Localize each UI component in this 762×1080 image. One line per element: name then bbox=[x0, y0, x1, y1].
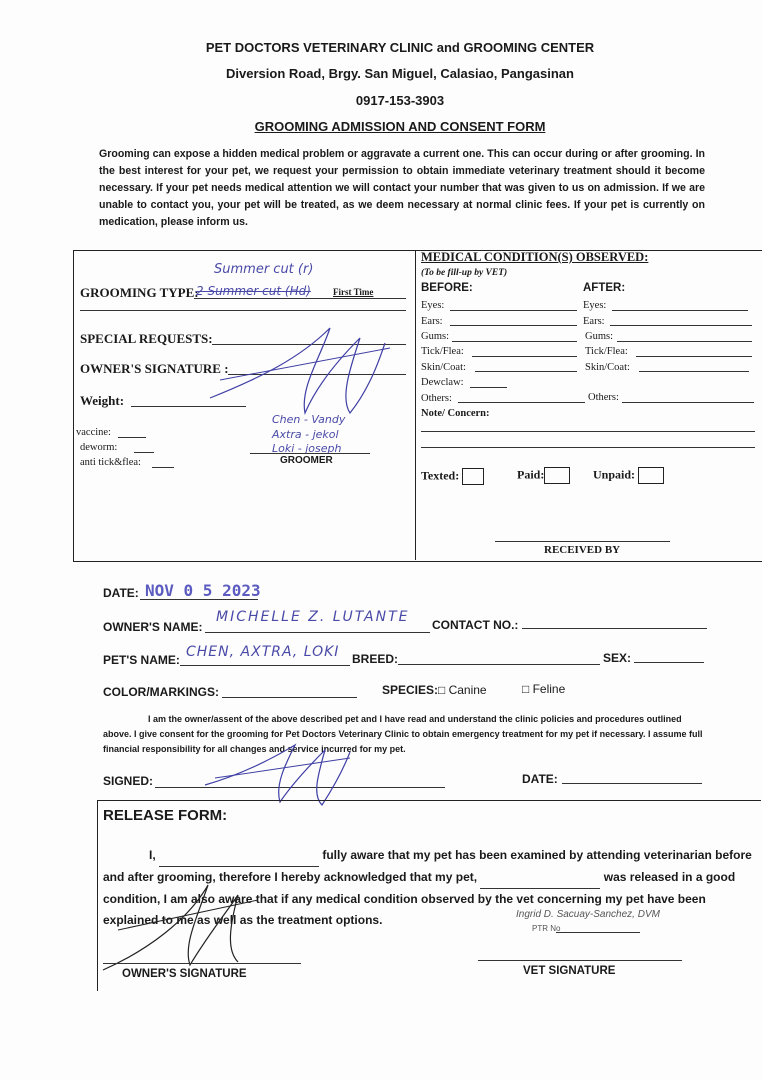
after-ears-field[interactable] bbox=[610, 325, 752, 326]
before-others-field[interactable] bbox=[458, 402, 585, 403]
after-skin-field[interactable] bbox=[639, 371, 749, 372]
received-by-label: RECEIVED BY bbox=[544, 544, 621, 556]
owner-signature-release-label: OWNER'S SIGNATURE bbox=[122, 968, 247, 980]
before-gums-label: Gums: bbox=[421, 331, 450, 342]
grooming-type-line-2 bbox=[80, 310, 406, 311]
antitick-field[interactable] bbox=[152, 467, 174, 468]
date-stamp: NOV 0 5 2023 bbox=[145, 581, 261, 600]
before-skin-field[interactable] bbox=[475, 371, 577, 372]
consent-date-label: DATE: bbox=[522, 772, 558, 786]
texted-label bbox=[421, 468, 484, 485]
received-by-line[interactable] bbox=[495, 541, 670, 542]
ptr-label: PTR No bbox=[532, 924, 561, 933]
release-pet-name-field[interactable] bbox=[480, 867, 600, 889]
before-ears-label: Ears: bbox=[421, 316, 443, 327]
groomer-note-1: Chen - Vandy bbox=[272, 413, 346, 426]
after-gums-label: Gums: bbox=[585, 331, 614, 342]
after-tick-field[interactable] bbox=[636, 356, 752, 357]
after-eyes-field[interactable] bbox=[612, 310, 748, 311]
owner-name-handwritten: MICHELLE Z. LUTANTE bbox=[216, 609, 410, 625]
consent-date-field[interactable] bbox=[562, 783, 702, 784]
release-owner-name-field[interactable] bbox=[159, 845, 319, 867]
after-others-label: Others: bbox=[588, 392, 619, 403]
vet-signature-label: VET SIGNATURE bbox=[523, 965, 616, 977]
vet-name-stamp: Ingrid D. Sacuay-Sanchez, DVM bbox=[516, 909, 660, 920]
contact-field[interactable] bbox=[522, 628, 707, 629]
date-label: DATE: bbox=[103, 586, 139, 600]
unpaid-label bbox=[593, 467, 664, 484]
before-dewclaw-field[interactable] bbox=[470, 387, 507, 388]
species-canine-option[interactable]: □ Canine bbox=[438, 683, 487, 697]
pet-name-field[interactable] bbox=[180, 665, 350, 666]
grooming-type-line[interactable] bbox=[194, 298, 406, 299]
unpaid-text: Unpaid: bbox=[593, 467, 636, 482]
clinic-phone: 0917-153-3903 bbox=[355, 93, 445, 108]
grooming-type-handwritten: 2 Summer cut (Hd) bbox=[196, 284, 311, 298]
paid-text: Paid: bbox=[517, 467, 545, 482]
special-requests-label: SPECIAL REQUESTS: bbox=[80, 331, 213, 346]
owner-signature-label: OWNER'S SIGNATURE : bbox=[80, 361, 229, 376]
before-label: BEFORE: bbox=[421, 282, 473, 294]
groomer-line[interactable] bbox=[250, 453, 370, 454]
after-ears-label: Ears: bbox=[583, 316, 605, 327]
grooming-type-label: GROOMING TYPE: bbox=[80, 285, 199, 300]
before-skin-label: Skin/Coat: bbox=[421, 362, 466, 373]
after-tick-label: Tick/Flea: bbox=[585, 346, 628, 357]
after-gums-field[interactable] bbox=[617, 341, 752, 342]
groomer-note-2: Axtra - jekol bbox=[272, 428, 339, 441]
owner-signature-release-line[interactable] bbox=[103, 963, 301, 964]
before-eyes-field[interactable] bbox=[450, 310, 577, 311]
sex-label: SEX: bbox=[603, 651, 632, 665]
owner-signature-scribble bbox=[200, 318, 400, 428]
color-field[interactable] bbox=[222, 697, 357, 698]
before-eyes-label: Eyes: bbox=[421, 300, 445, 311]
antitick-label: anti tick&flea: bbox=[80, 457, 141, 468]
after-eyes-label: Eyes: bbox=[583, 300, 607, 311]
clinic-address: Diversion Road, Brgy. San Miguel, Calasiao, Pangasinan bbox=[226, 66, 574, 81]
contact-label: CONTACT NO.: bbox=[432, 618, 519, 632]
release-p2: fully aware that my pet has been examined by attending veterinarian before and after grooming, therefore I hereby acknowledged that my pet, bbox=[103, 848, 752, 884]
groomer-label: GROOMER bbox=[280, 455, 333, 466]
release-title: RELEASE FORM: bbox=[103, 807, 228, 824]
paid-checkbox[interactable] bbox=[544, 467, 570, 484]
paid-label bbox=[517, 467, 570, 484]
species-label: SPECIES: bbox=[382, 683, 439, 697]
before-gums-field[interactable] bbox=[452, 341, 577, 342]
column-divider bbox=[415, 250, 416, 560]
note-label: Note/ Concern: bbox=[421, 408, 490, 419]
owner-name-field[interactable] bbox=[205, 632, 430, 633]
color-label: COLOR/MARKINGS: bbox=[103, 685, 219, 699]
after-label: AFTER: bbox=[583, 282, 626, 294]
intro-paragraph: Grooming can expose a hidden medical problem or aggravate a current one. This can occur during or after grooming. In the best interest for your pet, we request your permission to obtain immediate veterinary treatment should it become necessary. If your pet needs medical attention we will contact your number that was given to us on admission. If we are unable to contact you, your pet will be treated, as we deem necessary at normal clinic fees. If your pet is currently on medication, please inform us. bbox=[99, 148, 705, 228]
first-time-label: First Time bbox=[333, 287, 374, 297]
clinic-name: PET DOCTORS VETERINARY CLINIC and GROOMING CENTER bbox=[205, 40, 595, 55]
after-others-field[interactable] bbox=[622, 402, 754, 403]
grooming-type-handwritten-above: Summer cut (r) bbox=[214, 262, 314, 277]
consent-paragraph: I am the owner/assent of the above described pet and I have read and understand the clinic policies and procedures outlined above. I give consent for the grooming for Pet Doctors Veterinary Clinic to obtain emergency treatment for my pet if necessary. I assume full financial responsibility for all changes and service incurred for my pet. bbox=[103, 714, 703, 754]
form-title: GROOMING ADMISSION AND CONSENT FORM bbox=[254, 119, 546, 134]
medical-subtitle: (To be fill-up by VET) bbox=[421, 268, 508, 278]
texted-checkbox[interactable] bbox=[462, 468, 484, 485]
release-p1: I, bbox=[149, 848, 156, 862]
before-tick-label: Tick/Flea: bbox=[421, 346, 464, 357]
after-skin-label: Skin/Coat: bbox=[585, 362, 630, 373]
signed-label: SIGNED: bbox=[103, 774, 154, 788]
medical-title: MEDICAL CONDITION(S) OBSERVED: bbox=[421, 250, 649, 264]
release-p3: was released in a good condition, I am also aware that if any medical condition observed by the vet concerning my pet have been explained to me as well as the treatment options. bbox=[103, 870, 736, 927]
before-dewclaw-label: Dewclaw: bbox=[421, 377, 464, 388]
pet-name-handwritten: CHEN, AXTRA, LOKI bbox=[186, 644, 340, 660]
vaccine-label: vaccine: bbox=[76, 427, 111, 438]
species-feline-option[interactable]: □ Feline bbox=[522, 682, 566, 696]
breed-label: BREED: bbox=[352, 652, 399, 666]
vaccine-field[interactable] bbox=[118, 437, 146, 438]
groomer-note-3: Loki - joseph bbox=[272, 442, 342, 455]
before-others-label: Others: bbox=[421, 393, 452, 404]
texted-text: Texted: bbox=[421, 468, 460, 483]
deworm-label: deworm: bbox=[80, 442, 118, 453]
vet-signature-line[interactable] bbox=[478, 960, 682, 961]
owner-name-label: OWNER'S NAME: bbox=[103, 620, 203, 634]
date-field[interactable] bbox=[140, 599, 258, 600]
unpaid-checkbox[interactable] bbox=[638, 467, 664, 484]
deworm-field[interactable] bbox=[134, 452, 154, 453]
sex-field[interactable] bbox=[634, 662, 704, 663]
note-line-1[interactable] bbox=[421, 431, 755, 432]
note-line-2[interactable] bbox=[421, 447, 755, 448]
weight-label: Weight: bbox=[80, 393, 125, 408]
breed-field[interactable] bbox=[398, 664, 600, 665]
before-ears-field[interactable] bbox=[450, 325, 577, 326]
pet-name-label: PET'S NAME: bbox=[103, 653, 180, 667]
before-tick-field[interactable] bbox=[472, 356, 577, 357]
ptr-field[interactable] bbox=[556, 932, 640, 933]
